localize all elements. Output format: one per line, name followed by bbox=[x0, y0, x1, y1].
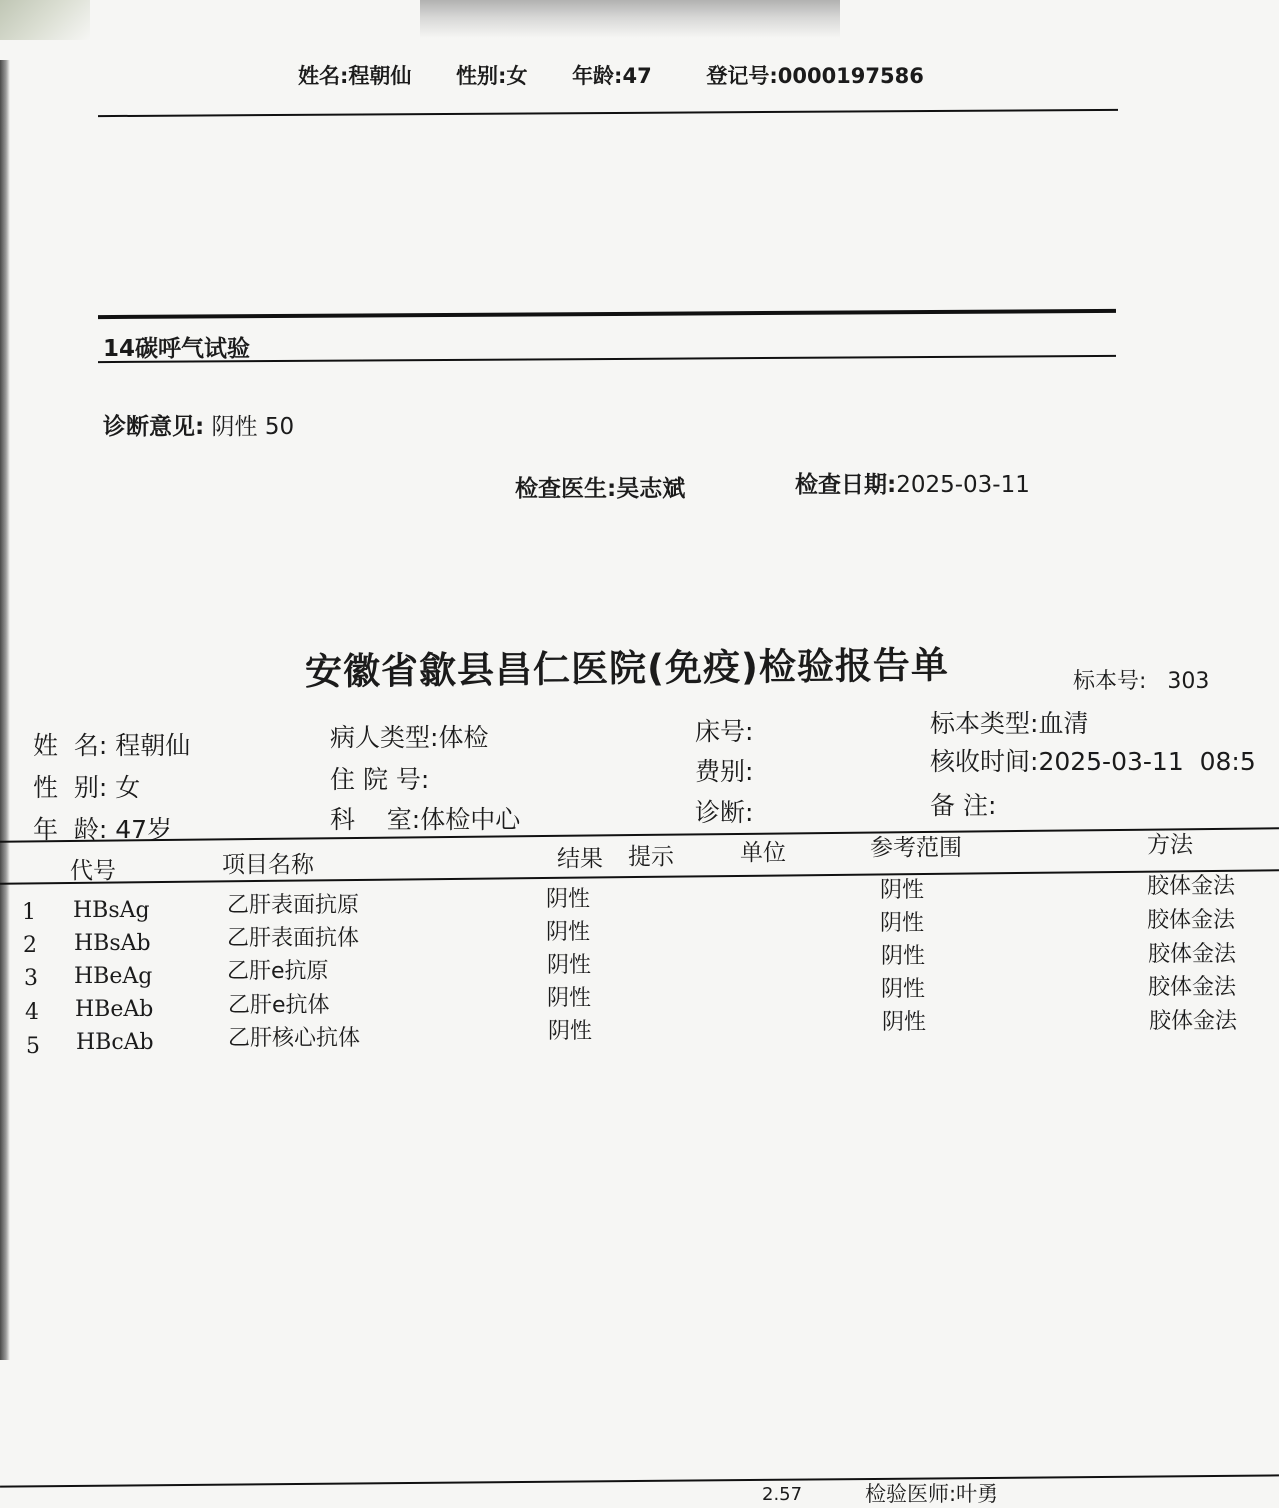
sex-value: 女 bbox=[506, 64, 528, 88]
row-method: 胶体金法 bbox=[1147, 874, 1236, 899]
name-value: 程朝仙 bbox=[115, 731, 191, 760]
inpatient-label: 住 院 号: bbox=[330, 765, 430, 794]
sex-label: 性别: bbox=[456, 64, 507, 88]
row-reference: 阴性 bbox=[882, 1010, 927, 1035]
sex-row bbox=[33, 768, 140, 804]
row-result: 阴性 bbox=[548, 1019, 593, 1044]
fee-label: 费别: bbox=[695, 757, 754, 786]
paper-top-smudge bbox=[420, 0, 840, 38]
age-value: 47 bbox=[622, 64, 652, 88]
col-result: 结果 bbox=[557, 846, 603, 872]
age-label: 年龄: bbox=[572, 64, 623, 88]
row-result: 阴性 bbox=[546, 920, 591, 945]
row-reference: 阴性 bbox=[881, 944, 926, 969]
footer-rule bbox=[0, 1474, 1279, 1487]
test-title: 14碳呼气试验 bbox=[103, 336, 251, 362]
doctor-value: 吴志斌 bbox=[616, 476, 686, 502]
specimen-no-value: 303 bbox=[1167, 669, 1210, 694]
doctor-label: 检查医生: bbox=[515, 476, 617, 502]
reg-label: 登记号: bbox=[706, 64, 778, 88]
row-no: 2 bbox=[23, 933, 37, 958]
row-no: 5 bbox=[26, 1034, 40, 1059]
doctor-row bbox=[515, 470, 685, 503]
row-method: 胶体金法 bbox=[1147, 908, 1236, 933]
specimen-type-value: 血清 bbox=[1038, 709, 1089, 738]
row-method: 胶体金法 bbox=[1149, 1009, 1238, 1034]
patient-header-row bbox=[298, 60, 924, 90]
col-code: 代号 bbox=[70, 858, 116, 884]
date-row bbox=[795, 466, 1030, 499]
row-code: HBsAb bbox=[74, 931, 151, 956]
section-top-rule bbox=[98, 309, 1116, 319]
section-bottom-rule bbox=[98, 355, 1116, 363]
date-value: 2025-03-11 bbox=[896, 472, 1030, 498]
row-result: 阴性 bbox=[547, 953, 592, 978]
dept-row bbox=[330, 800, 520, 836]
name-label: 姓 名: bbox=[33, 731, 108, 760]
row-no: 1 bbox=[22, 900, 36, 925]
remark-label: 备 注: bbox=[930, 791, 997, 820]
name-value: 程朝仙 bbox=[348, 64, 412, 88]
row-reference: 阴性 bbox=[880, 878, 925, 903]
sex-label: 性 别: bbox=[33, 773, 108, 802]
row-method: 胶体金法 bbox=[1148, 942, 1237, 967]
diagnosis-row bbox=[103, 408, 294, 441]
patient-type-label: 病人类型: bbox=[330, 723, 439, 752]
bed-label: 床号: bbox=[695, 717, 754, 746]
inpatient-row bbox=[330, 760, 429, 796]
row-code: HBcAb bbox=[76, 1030, 154, 1055]
name-row bbox=[33, 726, 190, 762]
row-no: 3 bbox=[24, 966, 38, 991]
diagnosis-label: 诊断意见: bbox=[103, 414, 205, 440]
row-item: 乙肝e抗体 bbox=[228, 993, 330, 1018]
row-item: 乙肝e抗原 bbox=[227, 959, 329, 984]
report-title: 安徽省歙县昌仁医院(免疫)检验报告单 bbox=[304, 643, 950, 694]
row-code: HBsAg bbox=[73, 898, 150, 923]
col-reference: 参考范围 bbox=[870, 835, 962, 861]
dept-value: 体检中心 bbox=[420, 805, 521, 834]
row-item: 乙肝核心抗体 bbox=[228, 1026, 361, 1051]
footer-doctor: 检验医师:叶勇 bbox=[865, 1482, 999, 1506]
specimen-no-label: 标本号: bbox=[1073, 669, 1147, 694]
col-unit: 单位 bbox=[740, 840, 786, 866]
row-result: 阴性 bbox=[547, 986, 592, 1011]
sex-value: 女 bbox=[115, 773, 141, 802]
patient-type-value: 体检 bbox=[438, 723, 489, 752]
receive-time-value: 2025-03-11 08:5 bbox=[1038, 747, 1256, 776]
patient-type-row bbox=[330, 718, 488, 754]
specimen-type-label: 标本类型: bbox=[930, 709, 1039, 738]
header-rule bbox=[98, 109, 1118, 117]
table-header-rule bbox=[0, 869, 1279, 884]
row-item: 乙肝表面抗体 bbox=[227, 926, 360, 951]
row-reference: 阴性 bbox=[880, 911, 925, 936]
dept-label: 科 室: bbox=[330, 805, 421, 834]
paper-left-edge bbox=[0, 60, 10, 1360]
paper-corner-shadow bbox=[0, 0, 90, 40]
age-value: 47岁 bbox=[115, 815, 173, 844]
specimen-no bbox=[1073, 664, 1209, 695]
footer-fragment: 2.57 bbox=[762, 1484, 803, 1505]
date-label: 检查日期: bbox=[795, 472, 897, 498]
diag-label: 诊断: bbox=[695, 798, 754, 827]
diagnosis-value: 阴性 50 bbox=[211, 414, 295, 440]
row-reference: 阴性 bbox=[881, 977, 926, 1002]
row-result: 阴性 bbox=[546, 887, 591, 912]
specimen-type-row bbox=[930, 704, 1088, 740]
row-item: 乙肝表面抗原 bbox=[227, 893, 360, 918]
col-method: 方法 bbox=[1147, 832, 1193, 858]
age-label: 年 龄: bbox=[33, 815, 108, 844]
name-label: 姓名: bbox=[298, 64, 349, 88]
col-item: 项目名称 bbox=[222, 852, 314, 878]
row-method: 胶体金法 bbox=[1148, 975, 1237, 1000]
col-hint: 提示 bbox=[628, 844, 674, 870]
row-no: 4 bbox=[25, 1000, 39, 1025]
row-code: HBeAb bbox=[75, 997, 154, 1022]
reg-value: 0000197586 bbox=[777, 64, 924, 88]
receive-time-label: 核收时间: bbox=[930, 747, 1039, 776]
row-code: HBeAg bbox=[74, 964, 153, 989]
receive-time-row bbox=[930, 742, 1256, 778]
